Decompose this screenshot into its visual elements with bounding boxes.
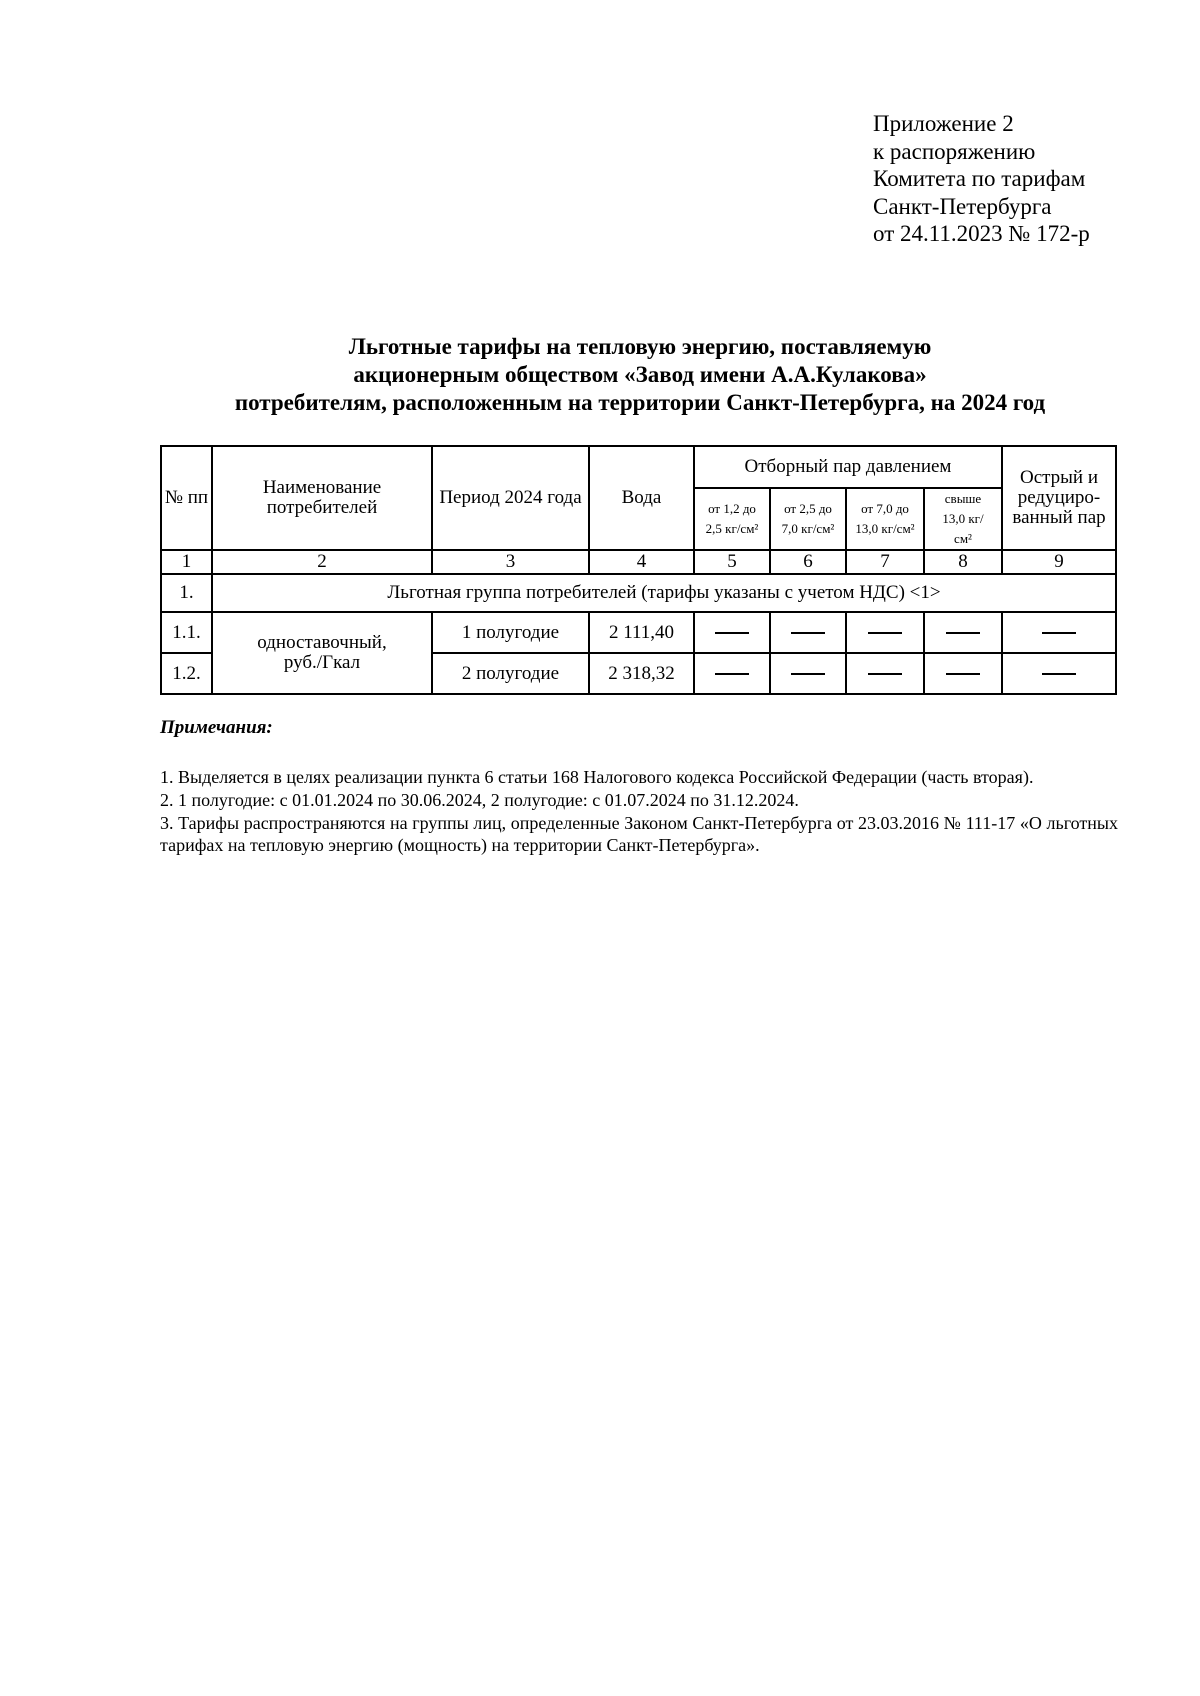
row-num: 1.2. — [161, 653, 212, 694]
dash-cell — [846, 653, 924, 694]
attachment-line: Санкт-Петербурга — [873, 193, 1052, 219]
note-item: 2. 1 полугодие: с 01.01.2024 по 30.06.2024, 2 полугодие: с 01.07.2024 по 31.12.2024. — [160, 790, 799, 810]
attachment-line: к распоряжению — [873, 138, 1036, 164]
group-label: Льготная группа потребителей (тарифы указаны с учетом НДС) <1> — [212, 574, 1116, 612]
dash-icon — [791, 632, 825, 634]
header-num: № пп — [161, 446, 212, 550]
col-number: 4 — [589, 550, 694, 574]
attachment-line: от 24.11.2023 № 172-р — [873, 221, 1090, 246]
row-water-tariff: 2 318,32 — [589, 653, 694, 694]
note-item: 3. Тарифы распространяются на группы лиц, определенные Законом Санкт-Петербурга от 23.03.2016 № 111-17 «О льготных тарифах на тепловую энергию (мощность) на территории Санкт-Петербурга». — [160, 813, 1118, 855]
dash-cell — [694, 653, 770, 694]
col-number: 2 — [212, 550, 432, 574]
dash-icon — [715, 632, 749, 634]
col-number: 6 — [770, 550, 846, 574]
attachment-line: Приложение 2 — [873, 111, 1014, 136]
dash-cell — [924, 612, 1002, 653]
title-line: Льготные тарифы на тепловую энергию, поставляемую — [348, 334, 932, 359]
dash-cell — [770, 653, 846, 694]
dash-cell — [1002, 653, 1116, 694]
header-water: Вода — [589, 446, 694, 550]
notes-block — [160, 766, 1118, 857]
header-consumer-name: Наименование потребителей — [212, 446, 432, 550]
notes-title: Примечания: — [160, 717, 273, 738]
title-line: акционерным обществом «Завод имени А.А.Кулакова» — [353, 362, 927, 387]
header-steam-range: от 2,5 до 7,0 кг/см² — [770, 488, 846, 550]
document-title — [150, 333, 1130, 417]
header-steam-range: от 1,2 до 2,5 кг/см² — [694, 488, 770, 550]
row-num: 1.1. — [161, 612, 212, 653]
header-steam-range: свыше 13,0 кг/см² — [924, 488, 1002, 550]
dash-cell — [846, 612, 924, 653]
col-number: 7 — [846, 550, 924, 574]
attachment-line: Комитета по тарифам — [873, 166, 1086, 191]
dash-icon — [946, 632, 980, 634]
header-extraction-steam: Отборный пар давлением — [694, 446, 1002, 488]
dash-cell — [770, 612, 846, 653]
attachment-block — [873, 110, 1090, 248]
dash-icon — [946, 673, 980, 675]
dash-icon — [791, 673, 825, 675]
col-number: 1 — [161, 550, 212, 574]
dash-icon — [715, 673, 749, 675]
col-number: 5 — [694, 550, 770, 574]
header-period: Период 2024 года — [432, 446, 589, 550]
dash-cell — [1002, 612, 1116, 653]
row-period: 2 полугодие — [432, 653, 589, 694]
dash-icon — [1042, 632, 1076, 634]
header-steam-range: от 7,0 до 13,0 кг/см² — [846, 488, 924, 550]
row-water-tariff: 2 111,40 — [589, 612, 694, 653]
col-number: 3 — [432, 550, 589, 574]
title-line: потребителям, расположенным на территории Санкт-Петербурга, на 2024 год — [234, 390, 1046, 415]
dash-icon — [868, 673, 902, 675]
dash-cell — [924, 653, 1002, 694]
consumer-type: одноставочный, руб./Гкал — [212, 612, 432, 694]
col-number: 8 — [924, 550, 1002, 574]
dash-icon — [1042, 673, 1076, 675]
note-item: 1. Выделяется в целях реализации пункта 6 статьи 168 Налогового кодекса Российской Федерации (часть вторая). — [160, 767, 1034, 787]
row-period: 1 полугодие — [432, 612, 589, 653]
dash-icon — [868, 632, 902, 634]
dash-cell — [694, 612, 770, 653]
group-num: 1. — [161, 574, 212, 612]
tariff-table — [160, 445, 1117, 695]
col-number: 9 — [1002, 550, 1116, 574]
header-sharp-steam: Острый и редуциро-ванный пар — [1002, 446, 1116, 550]
